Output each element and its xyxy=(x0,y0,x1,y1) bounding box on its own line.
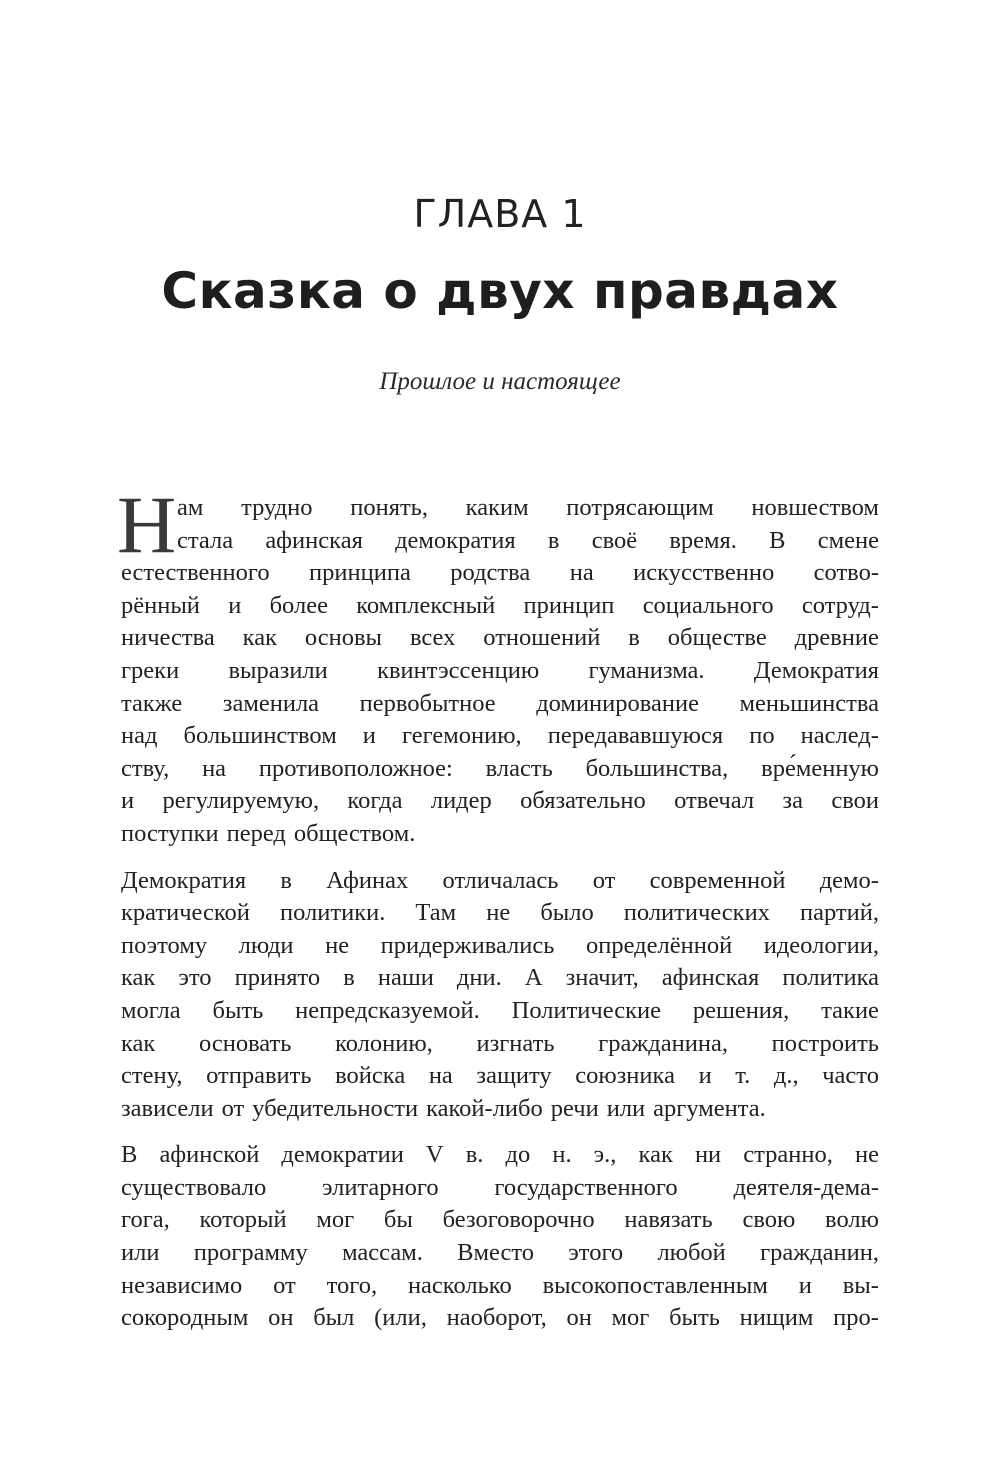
text-line: стала афинская демократия в своё время. В смене xyxy=(177,526,879,554)
text-line: над большинством и гегемонию, передававшуюся по наслед- xyxy=(121,722,879,750)
chapter-label: ГЛАВА 1 xyxy=(413,192,587,236)
text-line: гога, который мог бы безоговорочно навязать свою волю xyxy=(121,1206,879,1234)
text-line: ничества как основы всех отношений в обществе древние xyxy=(121,624,879,652)
text-line: кратической политики. Там не было политических партий, xyxy=(121,899,879,927)
paragraph xyxy=(121,1139,879,1335)
text-line: Демократия в Афинах отличалась от современной демо- xyxy=(121,866,879,894)
paragraph xyxy=(117,479,879,851)
text-line: естественного принципа родства на искусственно сотво- xyxy=(121,559,879,587)
text-line: также заменила первобытное доминирование меньшинства xyxy=(121,689,879,717)
text-line: В афинской демократии V в. до н. э., как ни странно, не xyxy=(121,1141,879,1169)
text-line: ству, на противоположное: власть большинства, вре́менную xyxy=(121,754,879,782)
text-line: могла быть непредсказуемой. Политические решения, такие xyxy=(121,996,879,1024)
text-line: как основать колонию, изгнать гражданина, построить xyxy=(121,1029,879,1057)
drop-cap: Н xyxy=(117,479,177,570)
chapter-title: Сказка о двух правдах xyxy=(161,262,839,320)
paragraph xyxy=(121,865,879,1126)
text-line: существовало элитарного государственного деятеля-дема- xyxy=(121,1173,879,1201)
chapter-epigraph: Прошлое и настоящее xyxy=(379,368,621,395)
text-line: поступки перед обществом. xyxy=(121,819,416,847)
text-line: зависели от убедительности какой-либо речи или аргумента. xyxy=(121,1094,766,1122)
text-line: как это принято в наши дни. А значит, афинская политика xyxy=(121,964,879,992)
text-line: рённый и более комплексный принцип социального сотруд- xyxy=(121,591,879,619)
text-line: или программу массам. Вместо этого любой гражданин, xyxy=(121,1239,879,1267)
text-line: независимо от того, насколько высокопоставленным и вы- xyxy=(121,1271,879,1299)
text-line: греки выразили квинтэссенцию гуманизма. Демократия xyxy=(121,656,879,684)
text-line: сокородным он был (или, наоборот, он мог быть нищим про- xyxy=(121,1304,879,1332)
text-line: поэтому люди не придерживались определённой идеологии, xyxy=(121,931,879,959)
text-line: и регулируемую, когда лидер обязательно отвечал за свои xyxy=(121,787,879,815)
text-line: ам трудно понять, каким потрясающим новшеством xyxy=(177,494,879,521)
text-line: стену, отправить войска на защиту союзника и т. д., часто xyxy=(121,1062,879,1090)
chapter-body xyxy=(117,479,879,1335)
